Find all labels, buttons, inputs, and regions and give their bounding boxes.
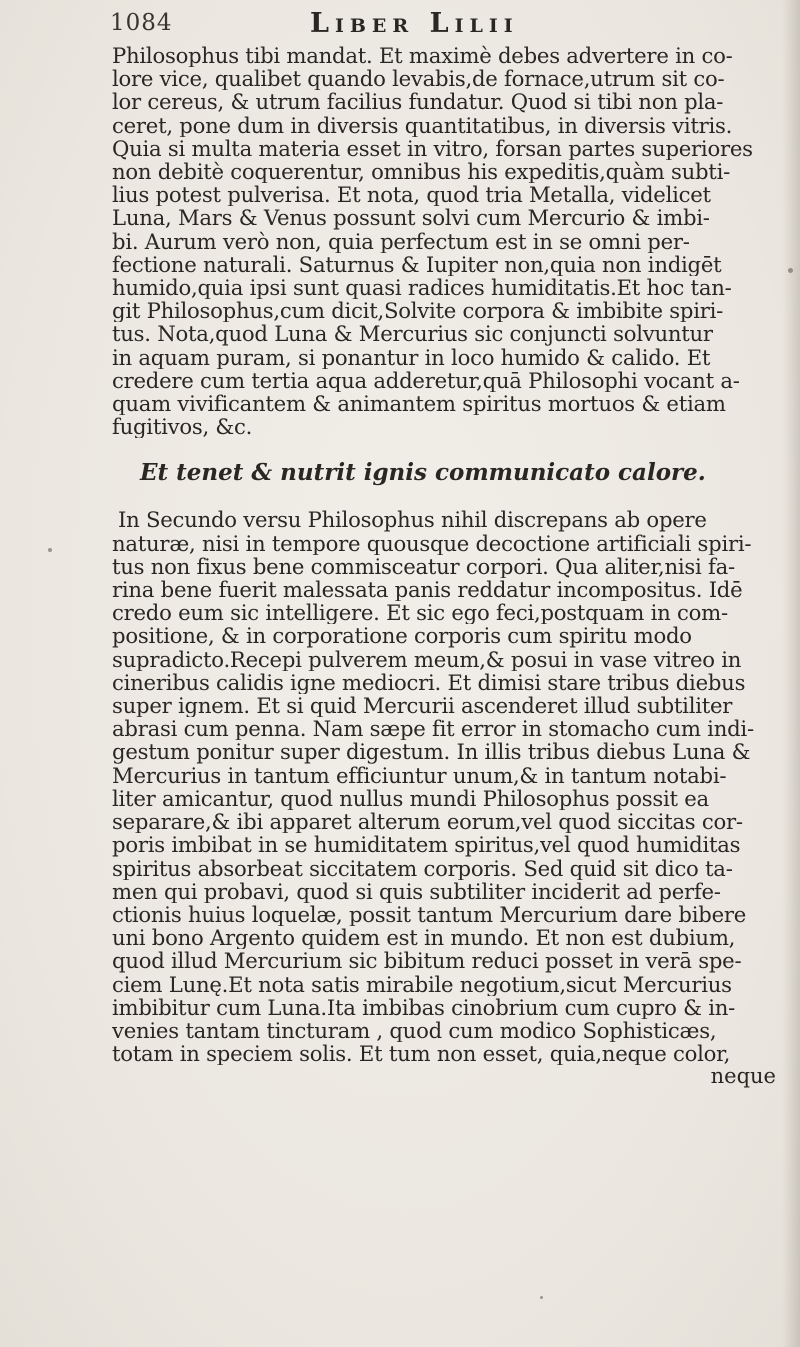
text-line: venies tantam tincturam , quod cum modico Sophisticæs,: [112, 1018, 717, 1043]
text-line: imbibitur cum Luna.Ita imbibas cinobrium cum cupro & in-: [112, 995, 736, 1019]
text-line: Mercurius in tantum efficiuntur unum,& in tantum notabi-: [112, 763, 727, 787]
text-line: supradicto.Recepi pulverem meum,& posui in vase vitreo in: [112, 647, 742, 671]
text-line: credo eum sic intelligere. Et sic ego feci,postquam in com-: [112, 601, 728, 625]
text-line: credere cum tertia aqua adderetur,quā Philosophi vocant a-: [112, 368, 740, 393]
text-line: git Philosophus,cum dicit,Solvite corpora & imbibite spiri-: [112, 299, 724, 323]
running-head: Liber Lilii: [310, 8, 519, 39]
text-line: Quia si multa materia esset in vitro, forsan partes superiores: [112, 136, 753, 161]
text-line: abrasi cum penna. Nam sæpe fit error in stomacho cum indi-: [112, 717, 754, 741]
ink-speck: [540, 1296, 543, 1299]
text-line: tus. Nota,quod Luna & Mercurius sic conjuncti solvuntur: [112, 322, 713, 346]
text-line: quod illud Mercurium sic bibitum reduci posset in verā spe-: [112, 949, 742, 973]
text-line: quam vivificantem & animantem spiritus mortuos & etiam: [112, 392, 726, 416]
text-line: totam in speciem solis. Et tum non esset, quia,neque color,: [112, 1042, 731, 1066]
page-number: 1084: [110, 10, 173, 36]
ink-speck: [48, 548, 52, 552]
catchword: neque: [710, 1064, 776, 1089]
text-line: uni bono Argento quidem est in mundo. Et non est dubium,: [112, 926, 736, 950]
text-line: men qui probavi, quod si quis subtiliter inciderit ad perfe-: [112, 879, 721, 903]
text-line: bi. Aurum verò non, quia perfectum est in se omni per-: [112, 229, 690, 253]
text-line: Luna, Mars & Venus possunt solvi cum Mercurio & imbi-: [112, 206, 710, 230]
text-line: lius potest pulverisa. Et nota, quod tria Metalla, videlicet: [112, 183, 711, 207]
text-line: lor cereus, & utrum facilius fundatur. Quod si tibi non pla-: [112, 90, 724, 114]
text-line: ciem Lunę.Et nota satis mirabile negotium,sicut Mercurius: [112, 972, 732, 996]
text-line: naturæ, nisi in tempore quousque decoctione artificiali spiri-: [112, 531, 752, 555]
page-header: [110, 8, 800, 42]
text-line: super ignem. Et si quid Mercurii ascenderet illud subtiliter: [112, 694, 733, 718]
text-line: positione, & in corporatione corporis cum spiritu modo: [112, 624, 692, 648]
text-line: poris imbibat in se humiditatem spiritus,vel quod humiditas: [112, 833, 741, 857]
text-line: gestum ponitur super digestum. In illis tribus diebus Luna &: [112, 740, 751, 764]
paragraph-1: [112, 44, 784, 438]
paragraph-2: [112, 508, 784, 1065]
text-line: Philosophus tibi mandat. Et maximè debes advertere in co-: [112, 44, 733, 68]
text-line: tus non fixus bene commisceatur corpori. Qua aliter,nisi fa-: [112, 554, 735, 579]
text-line: ceret, pone dum in diversis quantitatibus, in diversis vitris.: [112, 113, 733, 137]
text-line: lore vice, qualibet quando levabis,de fornace,utrum sit co-: [112, 67, 725, 91]
text-line: liter amicantur, quod nullus mundi Philosophus possit ea: [112, 786, 709, 811]
verse-heading: Et tenet & nutrit ignis communicato calore.: [140, 459, 706, 487]
text-line: fectione naturali. Saturnus & Iupiter non,quia non indigēt: [112, 252, 722, 277]
text-line: cineribus calidis igne mediocri. Et dimisi stare tribus diebus: [112, 670, 746, 695]
text-line: non debitè coquerentur, omnibus his expeditis,quàm subti-: [112, 160, 731, 184]
text-line: spiritus absorbeat siccitatem corporis. Sed quid sit dico ta-: [112, 856, 733, 880]
body-text: [112, 44, 784, 1088]
text-line: In Secundo versu Philosophus nihil discrepans ab opere: [118, 508, 707, 532]
text-line: rina bene fuerit malessata panis reddatur incompositus. Idē: [112, 578, 743, 602]
text-line: separare,& ibi apparet alterum eorum,vel quod siccitas cor-: [112, 810, 743, 834]
text-line: fugitivos, &c.: [112, 415, 253, 439]
text-line: in aquam puram, si ponantur in loco humido & calido. Et: [112, 345, 711, 369]
page-gutter-shadow: [782, 0, 800, 1347]
text-line: ctionis huius loquelæ, possit tantum Mercurium dare bibere: [112, 902, 747, 927]
text-line: humido,quia ipsi sunt quasi radices humiditatis.Et hoc tan-: [112, 276, 732, 300]
ink-speck: [788, 268, 793, 273]
